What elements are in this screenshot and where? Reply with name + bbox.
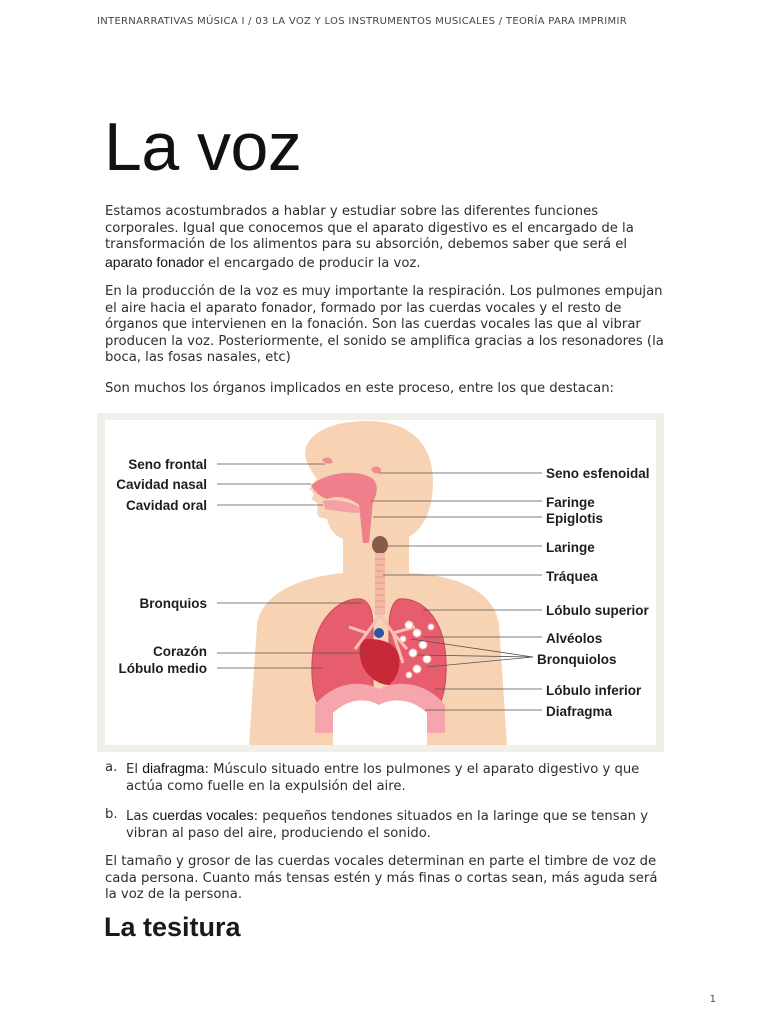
label-lobulo-inferior: Lóbulo inferior bbox=[546, 683, 642, 698]
label-laringe: Laringe bbox=[546, 540, 595, 555]
list-item-prefix: Las bbox=[126, 809, 153, 824]
paragraph-respiration: En la producción de la voz es muy importante la respiración. Los pulmones empujan el aire hacia el aparato fonador, formado por las cuerdas vocales y el resto de órganos que intervienen en la fonación. Son las cuerdas vocales las que al vibrar producen la voz. Posteriormente, el sonido se amplifica gracias a los resonadores (la boca, las fosas nasales, etc) bbox=[105, 284, 664, 365]
running-head: INTERNARRATIVAS MÚSICA I / 03 LA VOZ Y LOS INSTRUMENTOS MUSICALES / TEORÍA PARA IMPRIMIR bbox=[97, 16, 627, 27]
list-item-content bbox=[126, 807, 665, 842]
list-item-cuerdas-vocales bbox=[105, 807, 665, 842]
term-cuerdas-vocales: cuerdas vocales bbox=[152, 807, 254, 823]
list-marker: b. bbox=[105, 807, 118, 822]
label-traquea: Tráquea bbox=[546, 569, 598, 584]
label-alveolos: Alvéolos bbox=[546, 631, 603, 646]
section-title-tesitura: La tesitura bbox=[104, 912, 241, 942]
list-item-diafragma bbox=[105, 760, 665, 795]
label-diafragma: Diafragma bbox=[546, 704, 613, 719]
page-title: La voz bbox=[104, 109, 302, 185]
paragraph-intro-text: Estamos acostumbrados a hablar y estudiar sobre las diferentes funciones corporales. Igual que conocemos que el aparato digestivo es el encargado de la transformación de los alimentos para su absorción, debemos saber que será el bbox=[105, 204, 634, 252]
heart-vessel bbox=[374, 628, 384, 638]
paragraph-intro-text-end: el encargado de producir la voz. bbox=[203, 255, 421, 271]
paragraph-timbre: El tamaño y grosor de las cuerdas vocales determinan en parte el timbre de voz de cada persona. Cuanto más tensas estén y más finas o cortas sean, más aguda será la voz de la persona. bbox=[105, 854, 658, 902]
respiratory-system-diagram bbox=[97, 413, 664, 752]
label-seno-esfenoidal: Seno esfenoidal bbox=[546, 466, 650, 481]
label-lobulo-superior: Lóbulo superior bbox=[546, 603, 649, 618]
label-cavidad-oral: Cavidad oral bbox=[125, 498, 207, 513]
term-aparato-fonador: aparato fonador bbox=[105, 253, 204, 270]
diaphragm-inner bbox=[333, 700, 427, 745]
list-item-prefix: El bbox=[126, 762, 143, 777]
list-item-content bbox=[126, 760, 665, 795]
list-marker: a. bbox=[105, 760, 118, 775]
larynx bbox=[372, 536, 388, 554]
term-diafragma: diafragma bbox=[142, 760, 205, 776]
label-bronquios: Bronquios bbox=[139, 596, 207, 611]
label-seno-frontal: Seno frontal bbox=[128, 457, 207, 472]
label-faringe: Faringe bbox=[546, 495, 595, 510]
label-corazon: Corazón bbox=[153, 644, 207, 659]
paragraph-intro bbox=[105, 204, 665, 272]
label-cavidad-nasal: Cavidad nasal bbox=[116, 477, 207, 492]
label-bronquiolos: Bronquiolos bbox=[537, 652, 617, 667]
paragraph-organs-intro: Son muchos los órganos implicados en este proceso, entre los que destacan: bbox=[105, 381, 614, 396]
label-epiglotis: Epiglotis bbox=[546, 511, 603, 526]
label-lobulo-medio: Lóbulo medio bbox=[118, 661, 207, 676]
respiratory-system-figure bbox=[97, 413, 664, 752]
trachea bbox=[375, 553, 385, 615]
page-number: 1 bbox=[709, 994, 716, 1005]
list-item-text: : Músculo situado entre los pulmones y el aparato digestivo y que actúa como fuelle en la expulsión del aire. bbox=[126, 762, 640, 794]
list-item-text: : pequeños tendones situados en la laringe que se tensan y vibran al paso del aire, produciendo el sonido. bbox=[126, 809, 649, 841]
